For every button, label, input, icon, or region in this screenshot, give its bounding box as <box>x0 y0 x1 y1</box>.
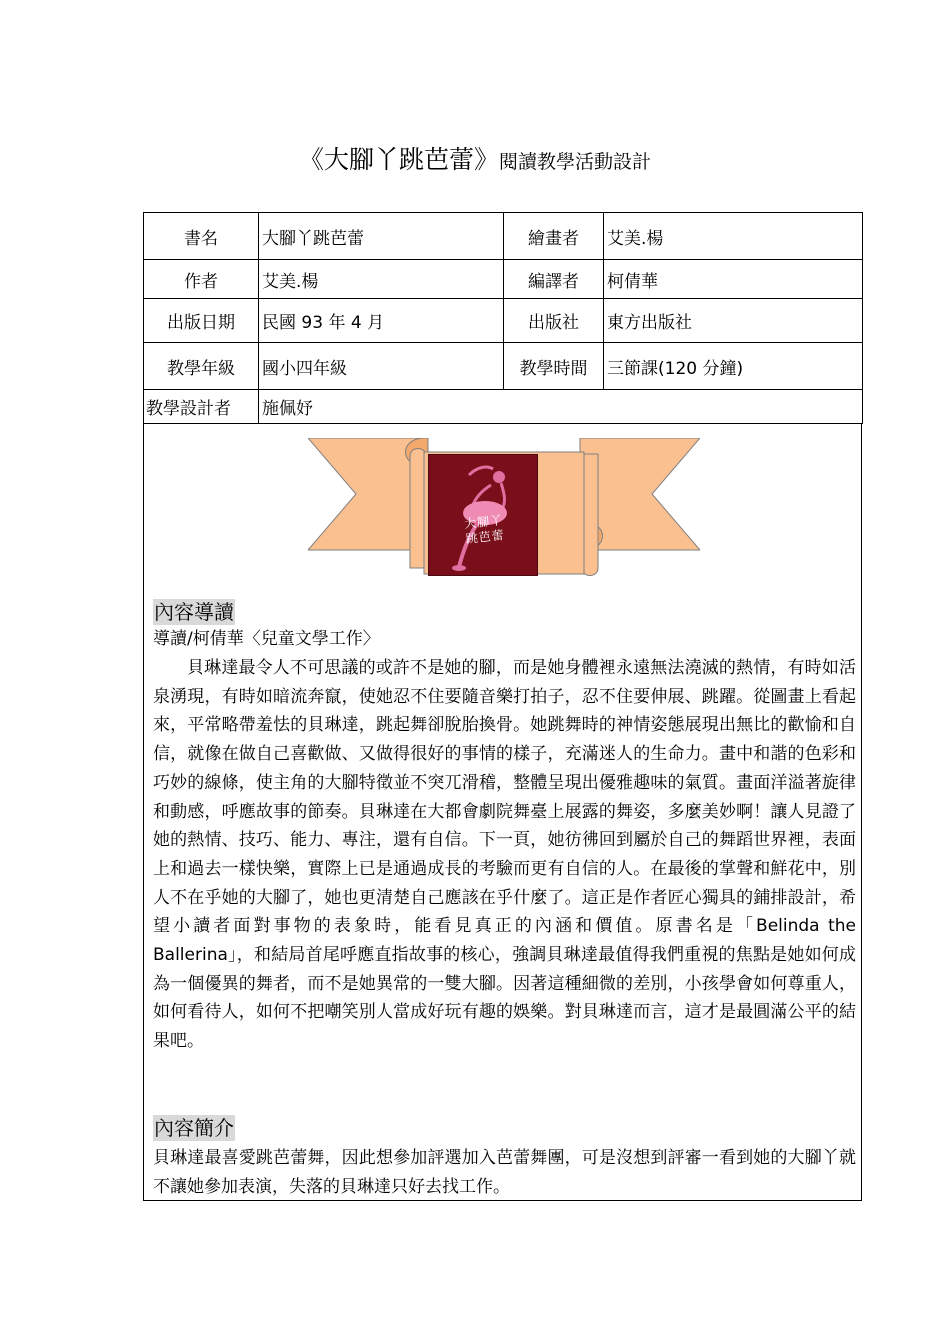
title-main: 《大腳丫跳芭蕾》 <box>298 145 499 174</box>
guide-paragraph: 貝琳達最令人不可思議的或許不是她的腳，而是她身體裡永遠無法澆滅的熱情，有時如活泉湧現，有時如暗流奔竄，使她忍不住要隨音樂打拍子，忍不住要伸展、跳躍。從圖畫上看起來，平常略帶羞怯的貝琳達，跳起舞卻脫胎換骨。她跳舞時的神情姿態展現出無比的歡愉和自信，就像在做自己喜歡做、又做得很好的事情的樣子，充滿迷人的生命力。畫中和諧的色彩和巧妙的線條，使主角的大腳特徵並不突兀滑稽，整體呈現出優雅趣味的氣質。畫面洋溢著旋律和動感，呼應故事的節奏。貝琳達在大都會劇院舞臺上展露的舞姿，多麼美妙啊！讓人見證了她的熱情、技巧、能力、專注，還有自信。下一頁，她彷彿回到屬於自己的舞蹈世界裡，表面上和過去一樣快樂，實際上已是通過成長的考驗而更有自信的人。在最後的掌聲和鮮花中，別人不在乎她的大腳了，她也更清楚自己應該在乎什麼了。這正是作者匠心獨具的鋪排設計，希望小讀者面對事物的表象時，能看見真正的內涵和價值。原書名是「Belinda the Ballerina」，和結局首尾呼應直指故事的核心，強調貝琳達最值得我們重視的焦點是她如何成為一個優異的舞者，而不是她異常的一雙大腳。因著這種細微的差別，小孩學會如何尊重人，如何看待人，如何不把嘲笑別人當成好玩有趣的娛樂。對貝琳達而言，這才是最圓滿公平的結果吧。 <box>153 658 856 1052</box>
page-title <box>0 140 950 176</box>
cover-title-line2: 跳芭蕾 <box>465 527 506 546</box>
guide-byline: 導讀/柯倩華〈兒童文學工作〉 <box>153 629 380 649</box>
cover-title-line1: 大腳丫 <box>463 513 504 532</box>
teaching-time-label: 教學時間 <box>504 343 604 390</box>
cover-title <box>464 513 506 547</box>
publish-date-label: 出版日期 <box>144 299 259 343</box>
book-title-label: 書名 <box>144 213 259 260</box>
illustrator-value: 艾美.楊 <box>604 213 863 260</box>
grade-value: 國小四年級 <box>259 343 504 390</box>
translator-label: 編譯者 <box>504 260 604 299</box>
illustrator-label: 繪畫者 <box>504 213 604 260</box>
designer-label: 教學設計者 <box>144 390 259 424</box>
publisher-value: 東方出版社 <box>604 299 863 343</box>
grade-label: 教學年級 <box>144 343 259 390</box>
book-info-table <box>143 212 863 424</box>
author-value: 艾美.楊 <box>259 260 504 299</box>
info-row-teaching <box>144 343 863 390</box>
summary-heading: 內容簡介 <box>154 1116 234 1140</box>
info-row-designer <box>144 390 863 424</box>
title-sub: 閱讀教學活動設計 <box>499 151 652 173</box>
book-cover-image <box>428 454 538 576</box>
content-box <box>143 424 862 1201</box>
info-row-book <box>144 213 863 260</box>
book-title-value: 大腳丫跳芭蕾 <box>259 213 504 260</box>
designer-value: 施佩妤 <box>259 390 863 424</box>
info-row-author <box>144 260 863 299</box>
author-label: 作者 <box>144 260 259 299</box>
info-row-publish <box>144 299 863 343</box>
publisher-label: 出版社 <box>504 299 604 343</box>
guide-heading: 內容導讀 <box>154 600 234 624</box>
teaching-time-value: 三節課(120 分鐘) <box>604 343 863 390</box>
summary-paragraph: 貝琳達最喜愛跳芭蕾舞，因此想參加評選加入芭蕾舞團，可是沒想到評審一看到她的大腳丫就不讓她參加表演，失落的貝琳達只好去找工作。 <box>153 1148 856 1197</box>
translator-value: 柯倩華 <box>604 260 863 299</box>
publish-date-value: 民國 93 年 4 月 <box>259 299 504 343</box>
